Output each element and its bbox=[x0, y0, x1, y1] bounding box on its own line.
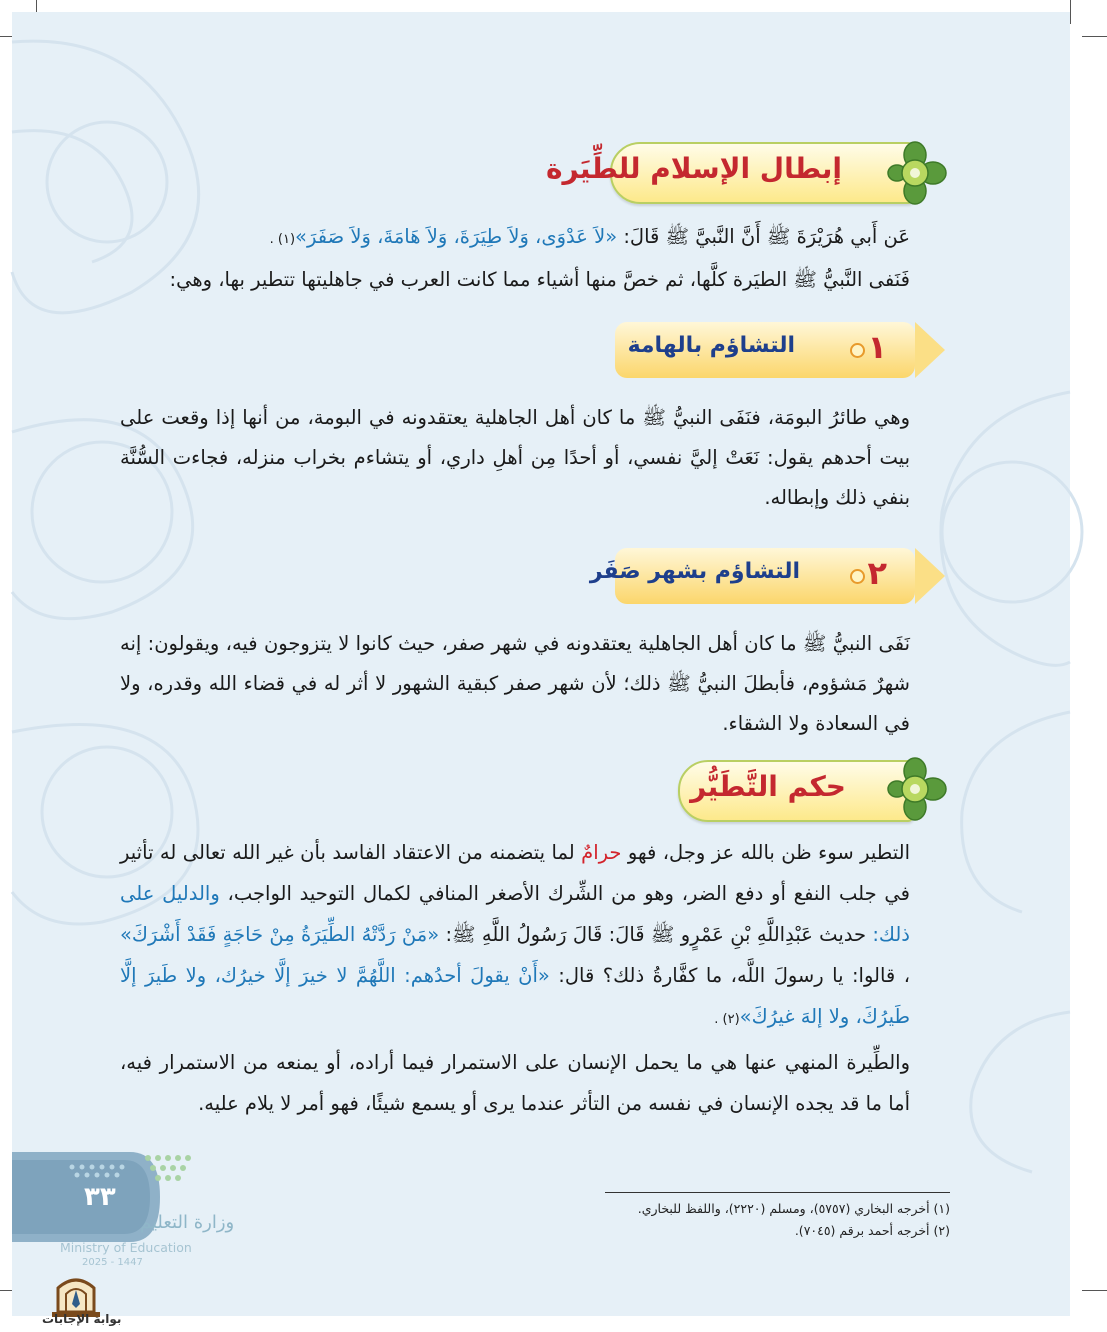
ministry-name-en: Ministry of Education bbox=[60, 1240, 192, 1255]
ministry-name-ar: وزارة التعليم bbox=[140, 1212, 235, 1233]
hadith-quote: «أَنْ يقولَ أحدُهم: اللَّهُمَّ لا خيرَ إلَّا خيرُك، ولا طَيرَ إلَّا طَيرُكَ، ولا إلهَ غيرُكَ» bbox=[120, 964, 910, 1028]
section-title: حكم التَّطَيُّر bbox=[690, 770, 846, 803]
item-title: التشاؤم بشهر صَفَر bbox=[589, 559, 800, 584]
item1-paragraph: وهي طائرُ البومَة، فنَفَى النبيُّ ﷺ ما كان أهل الجاهلية يعتقدونه في البومة، من أنها إذا وقعت على بيت أحدهم يقول: نَعَتْ إليَّ نفسي، أو أحدًا مِن أهلِ داري، أو يتشاءم بخراب منزله، فجاءت السُّنَّة بنفي ذلك وإبطاله. bbox=[120, 406, 910, 509]
ruling-paragraph-2: والطِّيرة المنهي عنها هي ما يحمل الإنسان على الاستمرار فيما أراده، أو يمنعه من الاستمرار فيه، أما ما قد يجده الإنسان في نفسه من التأثر عندما يرى أو يسمع شيئًا، فهو أمر لا يلام عليه. bbox=[120, 1051, 910, 1115]
moe-logo-dots-icon bbox=[142, 1152, 202, 1192]
ruling-text: ، قالوا: يا رسولَ اللَّه، ما كفَّارةُ ذلك؟ قال: bbox=[549, 964, 911, 987]
section-banner-main bbox=[545, 142, 914, 204]
hadith-quote: «لاَ عَدْوَى، وَلاَ طِيَرَةَ، وَلاَ هَامَةَ، وَلاَ صَفَرَ» bbox=[295, 225, 618, 248]
section-banner-main bbox=[678, 760, 914, 822]
evidence-label: والدليل على ذلك: bbox=[120, 882, 910, 946]
footnote-2: (٢) أخرجه أحمد برقم (٧٠٤٥). bbox=[794, 1223, 950, 1238]
subsection-banner-2 bbox=[589, 548, 915, 604]
footnote-ref: (٢) . bbox=[714, 1012, 740, 1027]
footnote-1: (١) أخرجه البخاري (٥٧٥٧)، ومسلم (٢٢٢٠)، واللفظ للبخاري. bbox=[637, 1201, 950, 1216]
item-number: ١ bbox=[867, 328, 887, 366]
ruling-paragraph bbox=[120, 832, 910, 1040]
leaf-ornament-icon bbox=[882, 140, 948, 206]
intro-paragraph bbox=[120, 217, 910, 300]
subsection-banner-1 bbox=[615, 322, 915, 378]
answers-portal-label: بوابة الإجابات bbox=[42, 1312, 122, 1326]
ruling-text: لما يتضمنه من الاعتقاد الفاسد بأن غير الله تعالى له تأثير في جلب النفع أو دفع الضر، وهو من الشِّرك الأصغر المنافي لكمال التوحيد الواجب، bbox=[120, 841, 910, 905]
item-number: ٢ bbox=[867, 554, 887, 592]
haram-word: حرامٌ bbox=[581, 841, 622, 864]
ministry-year: 2025 - 1447 bbox=[82, 1257, 143, 1268]
hadith-quote: «مَنْ رَدَّتْهُ الطِّيَرَةُ مِنْ حَاجَةٍ فَقَدْ أَشْرَكَ» bbox=[120, 923, 440, 946]
footnote-ref: (١) . bbox=[269, 232, 296, 247]
bullet-dot bbox=[850, 569, 865, 584]
intro-text: عَن أَبي هُرَيْرَةَ ﷺ أَنَّ النَّبيَّ ﷺ قَالَ: bbox=[617, 225, 910, 248]
bullet-dot bbox=[850, 343, 865, 358]
item2-paragraph: نَفَى النبيُّ ﷺ ما كان أهل الجاهلية يعتقدونه في شهر صفر، حيث كانوا لا يتزوجون فيه، ويقولون: إنه شهرٌ مَشؤوم، فأبطلَ النبيُّ ﷺ ذلك؛ لأن شهر صفر كبقية الشهور لا أثر له في قضاء الله وقدره، ولا في السعادة ولا الشقاء. bbox=[120, 632, 910, 735]
leaf-ornament-icon bbox=[882, 756, 948, 822]
intro-line2: فَنَفى النَّبيُّ ﷺ الطيَرة كلَّها، ثم خصَّ منها أشياء مما كانت العرب في جاهليتها تتطير بها، وهي: bbox=[169, 268, 910, 291]
ruling-text: التطير سوء ظن بالله عز وجل، فهو bbox=[621, 841, 910, 864]
page-number: ٣٣ bbox=[84, 1182, 116, 1212]
footnotes bbox=[605, 1192, 950, 1242]
ruling-text: حديث عَبْدِاللَّهِ بْنِ عَمْرٍو ﷺ قَالَ: قَالَ رَسُولُ اللَّهِ ﷺ: bbox=[439, 923, 873, 946]
item-title: التشاؤم بالهامة bbox=[627, 333, 795, 358]
textbook-page bbox=[12, 12, 1070, 1326]
section-title: إبطال الإسلام للطِّيَرة bbox=[545, 152, 842, 185]
